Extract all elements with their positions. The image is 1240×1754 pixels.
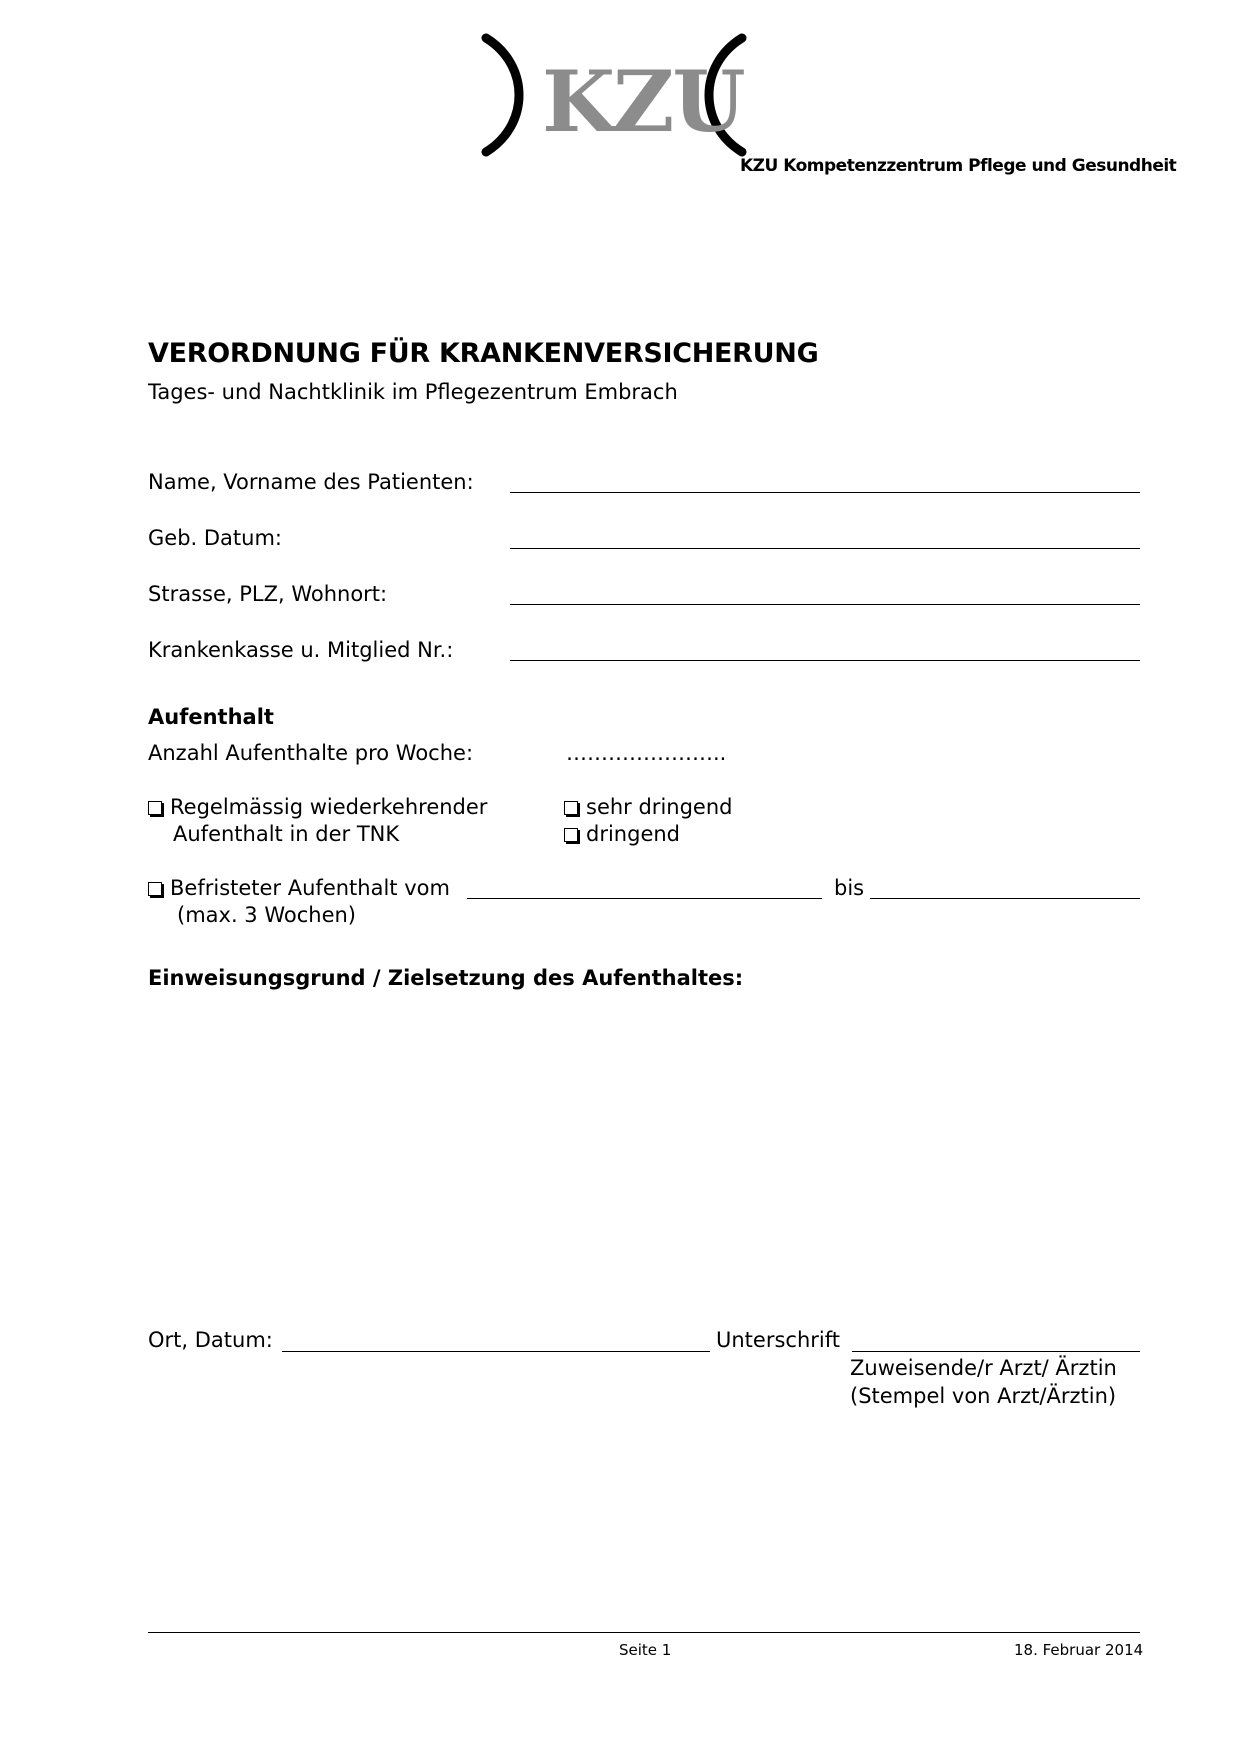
footer-date: 18. Februar 2014 xyxy=(1014,1641,1144,1659)
reason-area[interactable] xyxy=(148,1000,1140,1300)
stay-heading: Aufenthalt xyxy=(148,705,274,729)
page-subtitle: Tages- und Nachtklinik im Pflegezentrum Embrach xyxy=(148,380,678,404)
dob-label: Geb. Datum: xyxy=(148,526,282,550)
max-weeks-note: (max. 3 Wochen) xyxy=(177,903,356,927)
place-date-field[interactable] xyxy=(282,1351,710,1352)
signature-field[interactable] xyxy=(852,1351,1140,1352)
checkbox-icon[interactable] xyxy=(564,801,578,815)
address-label: Strasse, PLZ, Wohnort: xyxy=(148,582,388,606)
footer-divider xyxy=(148,1632,1140,1633)
name-field[interactable] xyxy=(510,492,1140,493)
checkbox-icon[interactable] xyxy=(148,882,162,896)
limited-until-field[interactable] xyxy=(870,898,1140,899)
until-label: bis xyxy=(834,876,865,900)
limited-from-field[interactable] xyxy=(467,898,822,899)
referrer-label: Zuweisende/r Arzt/ Ärztin xyxy=(850,1356,1117,1380)
page-number: Seite 1 xyxy=(619,1641,672,1659)
kzu-logo xyxy=(480,30,760,160)
limited-stay-label: Befristeter Aufenthalt vom xyxy=(170,876,450,900)
limited-stay-option[interactable] xyxy=(148,876,450,900)
place-date-label: Ort, Datum: xyxy=(148,1328,273,1352)
checkbox-icon[interactable] xyxy=(148,801,162,815)
very-urgent-label: sehr dringend xyxy=(586,795,733,819)
urgent-label: dringend xyxy=(586,822,680,846)
urgent-option[interactable] xyxy=(564,822,680,846)
regular-stay-option[interactable] xyxy=(148,795,487,819)
insurance-field[interactable] xyxy=(510,660,1140,661)
dob-field[interactable] xyxy=(510,548,1140,549)
insurance-label: Krankenkasse u. Mitglied Nr.: xyxy=(148,638,454,662)
reason-heading: Einweisungsgrund / Zielsetzung des Aufenthaltes: xyxy=(148,966,744,990)
logo-text: KZU xyxy=(542,52,744,151)
regular-stay-label: Regelmässig wiederkehrender xyxy=(170,795,488,819)
stay-count-field[interactable]: ………………….. xyxy=(566,741,727,765)
very-urgent-option[interactable] xyxy=(564,795,732,819)
address-field[interactable] xyxy=(510,604,1140,605)
name-label: Name, Vorname des Patienten: xyxy=(148,470,474,494)
signature-label: Unterschrift xyxy=(716,1328,840,1352)
page-title: VERORDNUNG FÜR KRANKENVERSICHERUNG xyxy=(148,338,819,369)
checkbox-icon[interactable] xyxy=(564,828,578,842)
stay-count-label: Anzahl Aufenthalte pro Woche: xyxy=(148,741,474,765)
regular-stay-label-2: Aufenthalt in der TNK xyxy=(173,822,400,846)
organization-name: KZU Kompetenzzentrum Pflege und Gesundheit xyxy=(740,156,1177,176)
stamp-label: (Stempel von Arzt/Ärztin) xyxy=(850,1384,1117,1408)
